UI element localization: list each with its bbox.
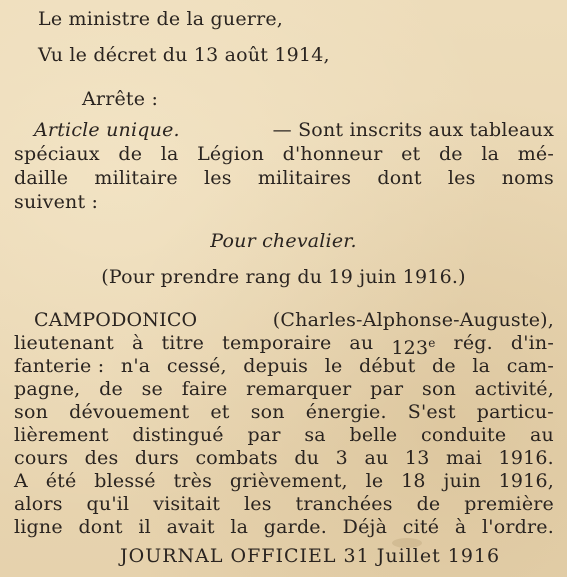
word: alors [14,493,63,515]
word: du [294,447,320,469]
citation-line [14,493,554,515]
word: 123e [391,336,436,360]
word: A [14,470,28,492]
word: première [464,493,554,515]
word: dont [78,516,123,538]
word: son [250,401,285,423]
word: durs [134,447,179,469]
word: à [131,332,144,354]
word: ligne [14,516,63,538]
word: 13 [404,447,430,469]
word: d'honneur [282,143,383,165]
word: de [118,143,143,165]
word: belle [349,424,398,446]
word: visitait [153,493,221,515]
word: dont [377,167,422,189]
word: le [324,355,343,377]
word: d'in- [510,332,554,354]
word: depuis [243,355,309,377]
word: qu'il [86,493,130,515]
header-minister-line: Le ministre de la guerre, [38,8,284,30]
word: daille [14,167,69,189]
arrete-heading: Arrête : [82,88,159,110]
word: juin [443,470,481,492]
word: militaire [94,167,178,189]
word: et [210,401,230,423]
word: de [438,143,463,165]
word: été [45,470,77,492]
word: son [14,401,49,423]
word: les [203,167,232,189]
word: cours [14,447,69,469]
word: conduite [420,424,507,446]
word: se [141,378,163,400]
word: avait [166,516,215,538]
word: par [247,424,281,446]
article-lead: Article unique. [34,119,180,141]
word: il [138,516,151,538]
word: la [160,143,179,165]
word: remarquer [246,378,352,400]
word: très [173,470,213,492]
word: fanterie : [14,355,105,377]
word: les [243,493,272,515]
word: mai [446,447,483,469]
rank-date: (Pour prendre rang du 19 juin 1916.) [101,266,466,288]
word: 1916. [498,447,554,469]
article-line-1 [34,119,554,141]
citation-line [14,355,554,377]
word: lieutenant [14,332,114,354]
word: au [529,424,554,446]
citation-line [14,401,554,423]
word: à [454,516,467,538]
citation-name: CAMPODONICO [34,309,198,331]
word: son [422,378,457,400]
word: au [364,447,389,469]
word: l'ordre. [482,516,554,538]
word: de [99,378,123,400]
citation-line [14,378,554,400]
word: de [432,355,456,377]
word: la [230,516,249,538]
word: lièrement [14,424,109,446]
header-decree-line: Vu le décret du 13 août 1914, [38,44,330,66]
word: tranchées [295,493,393,515]
word: par [370,378,404,400]
word: 3 [335,447,348,469]
word: et [401,143,421,165]
citation-given-names: (Charles-Alphonse-Auguste), [272,309,554,331]
word: n'a [120,355,151,377]
word: début [358,355,416,377]
word: 18 [401,470,426,492]
word: faire [181,378,228,400]
word: spéciaux [14,143,100,165]
word: garde. [263,516,327,538]
word: cam- [506,355,554,377]
word: militaires [257,167,352,189]
citation-line [14,516,554,538]
word: distingué [132,424,224,446]
word: noms [501,167,554,189]
word: pagne, [14,378,81,400]
citation-line [14,424,554,446]
word: cité [402,516,440,538]
word: particu- [476,401,554,423]
word: au [349,332,374,354]
word: la [481,143,500,165]
citation-line [14,470,554,492]
word: Déjà [342,516,388,538]
word: S'est [407,401,456,423]
citation-name-line [34,309,554,331]
word: cessé, [166,355,227,377]
article-line-2 [14,143,554,165]
word: sa [304,424,326,446]
article-line-4: suivent : [14,191,99,213]
word: Légion [197,143,265,165]
source-footer: JOURNAL OFFICIEL 31 Juillet 1916 [120,545,501,567]
word: temporaire [222,332,332,354]
word: grièvement, [229,470,348,492]
word: rég. [453,332,493,354]
rank-title: Pour chevalier. [210,230,357,252]
word: titre [161,332,205,354]
article-text: — Sont inscrits aux tableaux [272,119,554,141]
word: 1916, [498,470,554,492]
article-line-3 [14,167,554,189]
word: de [416,493,441,515]
word: blessé [94,470,156,492]
word: les [447,167,476,189]
word: énergie. [305,401,387,423]
word: le [365,470,384,492]
word: activité, [474,378,554,400]
word: dévouement [69,401,190,423]
word: mé- [517,143,554,165]
word: combats [195,447,278,469]
word: des [84,447,119,469]
citation-line [14,447,554,469]
word: la [472,355,491,377]
